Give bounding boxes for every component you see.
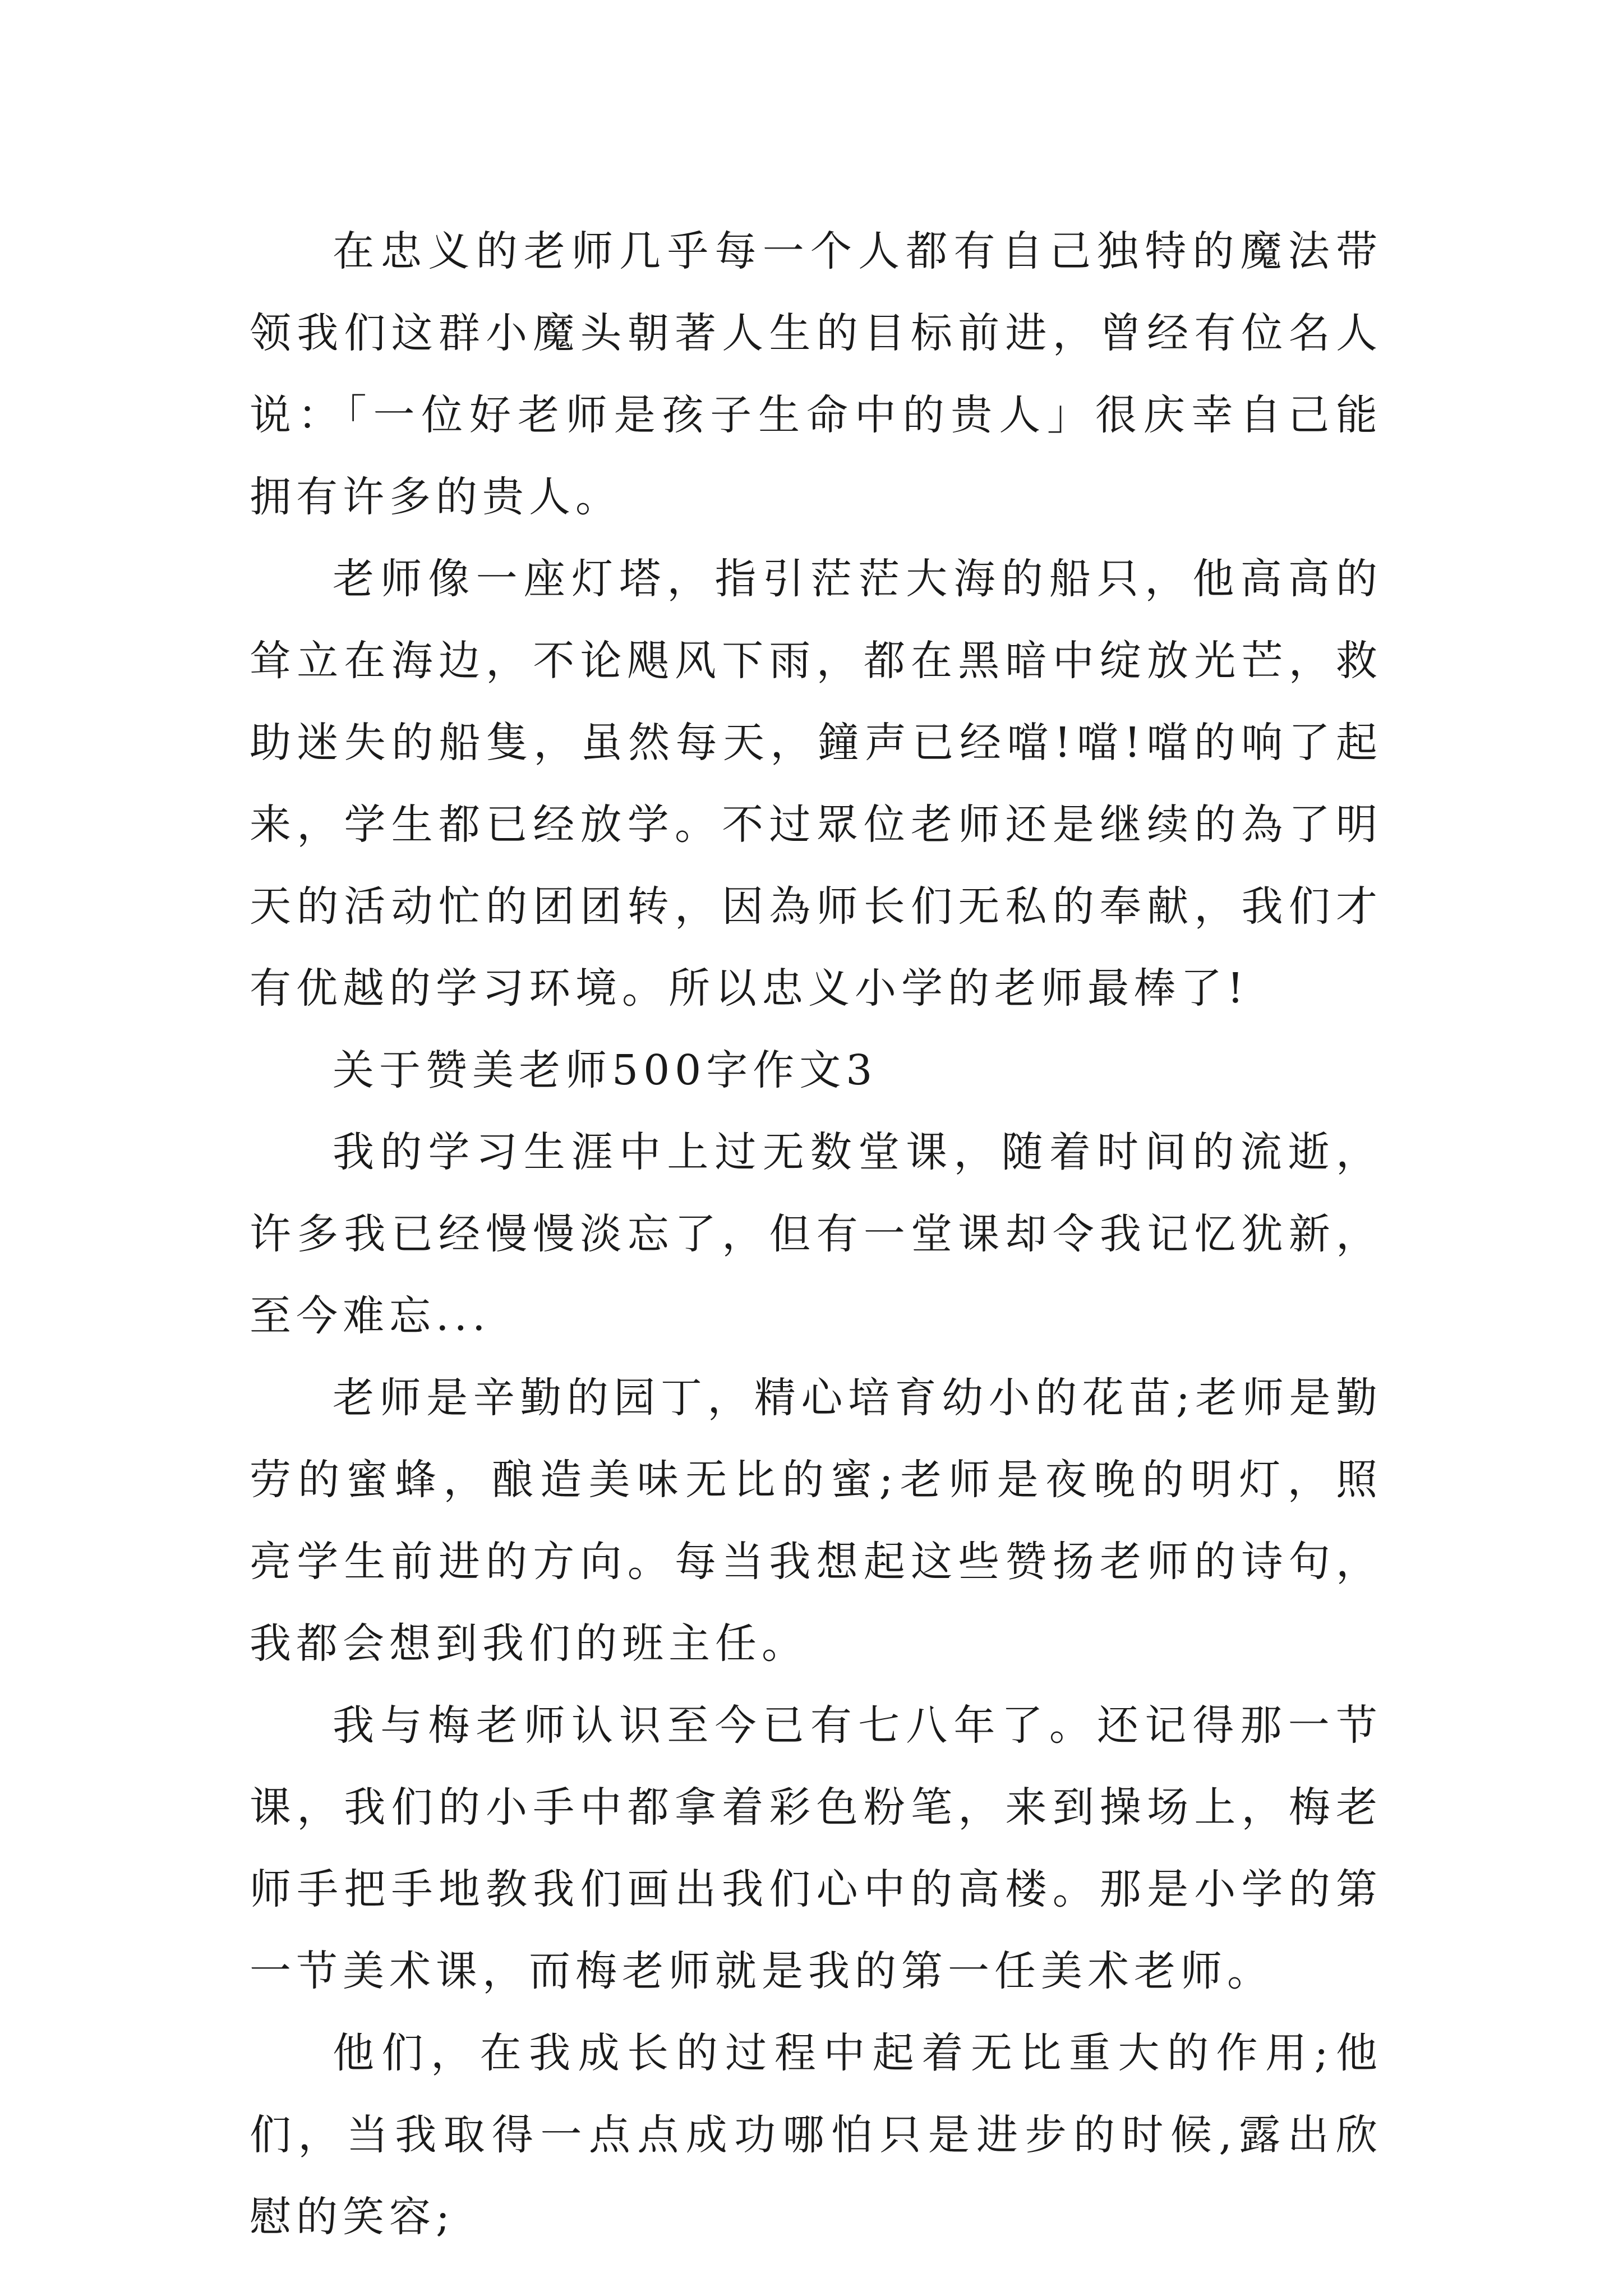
paragraph-3: 我的学习生涯中上过无数堂课，随着时间的流逝，许多我已经慢慢淡忘了，但有一堂课却令我记忆犹新，至今难忘... bbox=[250, 1128, 1382, 1340]
section-heading: 关于赞美老师500字作文3 bbox=[333, 1046, 878, 1094]
paragraph-6: 他们，在我成长的过程中起着无比重大的作用;他们，当我取得一点点成功哪怕只是进步的时候,露出欣慰的笑容; bbox=[250, 2029, 1382, 2241]
paragraph-1: 在忠义的老师几乎每一个人都有自己独特的魔法带领我们这群小魔头朝著人生的目标前进，曾经有位名人说：「一位好老师是孩子生命中的贵人」很庆幸自己能拥有许多的贵人。 bbox=[250, 227, 1382, 521]
paragraph-5: 我与梅老师认识至今已有七八年了。还记得那一节课，我们的小手中都拿着彩色粉笔，来到操场上，梅老师手把手地教我们画出我们心中的高楼。那是小学的第一节美术课，而梅老师就是我的第一任美术老师。 bbox=[250, 1701, 1382, 1995]
paragraph-4: 老师是辛勤的园丁，精心培育幼小的花苗;老师是勤劳的蜜蜂，酿造美味无比的蜜;老师是夜晚的明灯，照亮学生前进的方向。每当我想起这些赞扬老师的诗句，我都会想到我们的班主任。 bbox=[250, 1374, 1382, 1668]
document-body bbox=[250, 210, 1382, 2258]
paragraph-2: 老师像一座灯塔，指引茫茫大海的船只，他高高的耸立在海边，不论飓风下雨，都在黑暗中绽放光芒，救助迷失的船隻，虽然每天，鐘声已经噹!噹!噹的响了起来，学生都已经放学。不过眾位老师还是继续的為了明天的活动忙的团团转，因為师长们无私的奉献，我们才有优越的学习环境。所以忠义小学的老师最棒了! bbox=[250, 555, 1382, 1013]
